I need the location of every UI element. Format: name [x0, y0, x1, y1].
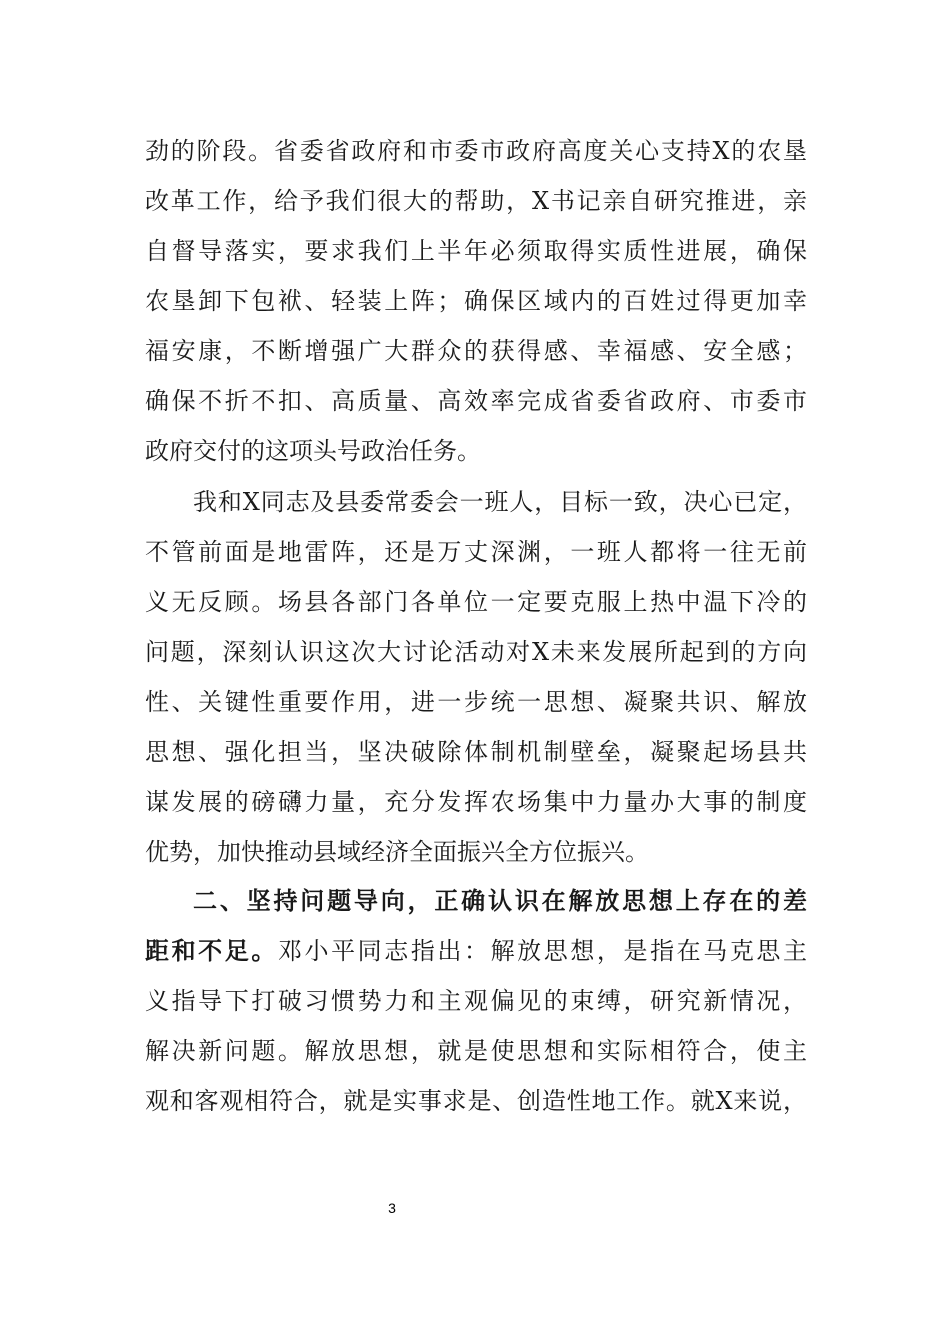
heading-line-text: 邓小平同志指出：解放思想，是指在马克思主 — [277, 937, 808, 965]
text-line: 性、关键性重要作用，进一步统一思想、凝聚共识、解放 — [145, 688, 807, 716]
text-line: 义指导下打破习惯势力和主观偏见的束缚，研究新情况， — [145, 987, 807, 1015]
text-line: 问题，深刻认识这次大讨论活动对X未来发展所起到的方向 — [145, 638, 807, 666]
section-heading-end: 距和不足。 — [145, 937, 278, 965]
text-line: 确保不折不扣、高质量、高效率完成省委省政府、市委市 — [145, 387, 807, 415]
text-line: 观和客观相符合，就是实事求是、创造性地工作。就X来说， — [145, 1087, 807, 1115]
text-line: 自督导落实，要求我们上半年必须取得实质性进展，确保 — [145, 237, 807, 265]
page-number: 3 — [388, 1200, 396, 1216]
text-line: 谋发展的磅礴力量，充分发挥农场集中力量办大事的制度 — [145, 788, 807, 816]
text-line: 农垦卸下包袱、轻装上阵；确保区域内的百姓过得更加幸 — [145, 287, 807, 315]
text-line: 解决新问题。解放思想，就是使思想和实际相符合，使主 — [145, 1037, 807, 1065]
text-line: 优势，加快推动县域经济全面振兴全方位振兴。 — [145, 838, 649, 866]
text-line: 义无反顾。场县各部门各单位一定要克服上热中温下冷的 — [145, 588, 807, 616]
text-line: 福安康，不断增强广大群众的获得感、幸福感、安全感； — [145, 337, 807, 365]
text-line: 不管前面是地雷阵，还是万丈深渊，一班人都将一往无前 — [145, 538, 807, 566]
heading-continuation-line — [145, 926, 807, 976]
text-line: 政府交付的这项头号政治任务。 — [145, 437, 481, 465]
text-line: 思想、强化担当，坚决破除体制机制壁垒，凝聚起场县共 — [145, 738, 807, 766]
text-line: 劲的阶段。省委省政府和市委市政府高度关心支持X的农垦 — [145, 137, 807, 165]
section-heading: 二、坚持问题导向，正确认识在解放思想上存在的差 — [193, 887, 807, 915]
text-line: 我和X同志及县委常委会一班人，目标一致，决心已定， — [193, 488, 807, 516]
text-line: 改革工作，给予我们很大的帮助，X书记亲自研究推进，亲 — [145, 187, 807, 215]
